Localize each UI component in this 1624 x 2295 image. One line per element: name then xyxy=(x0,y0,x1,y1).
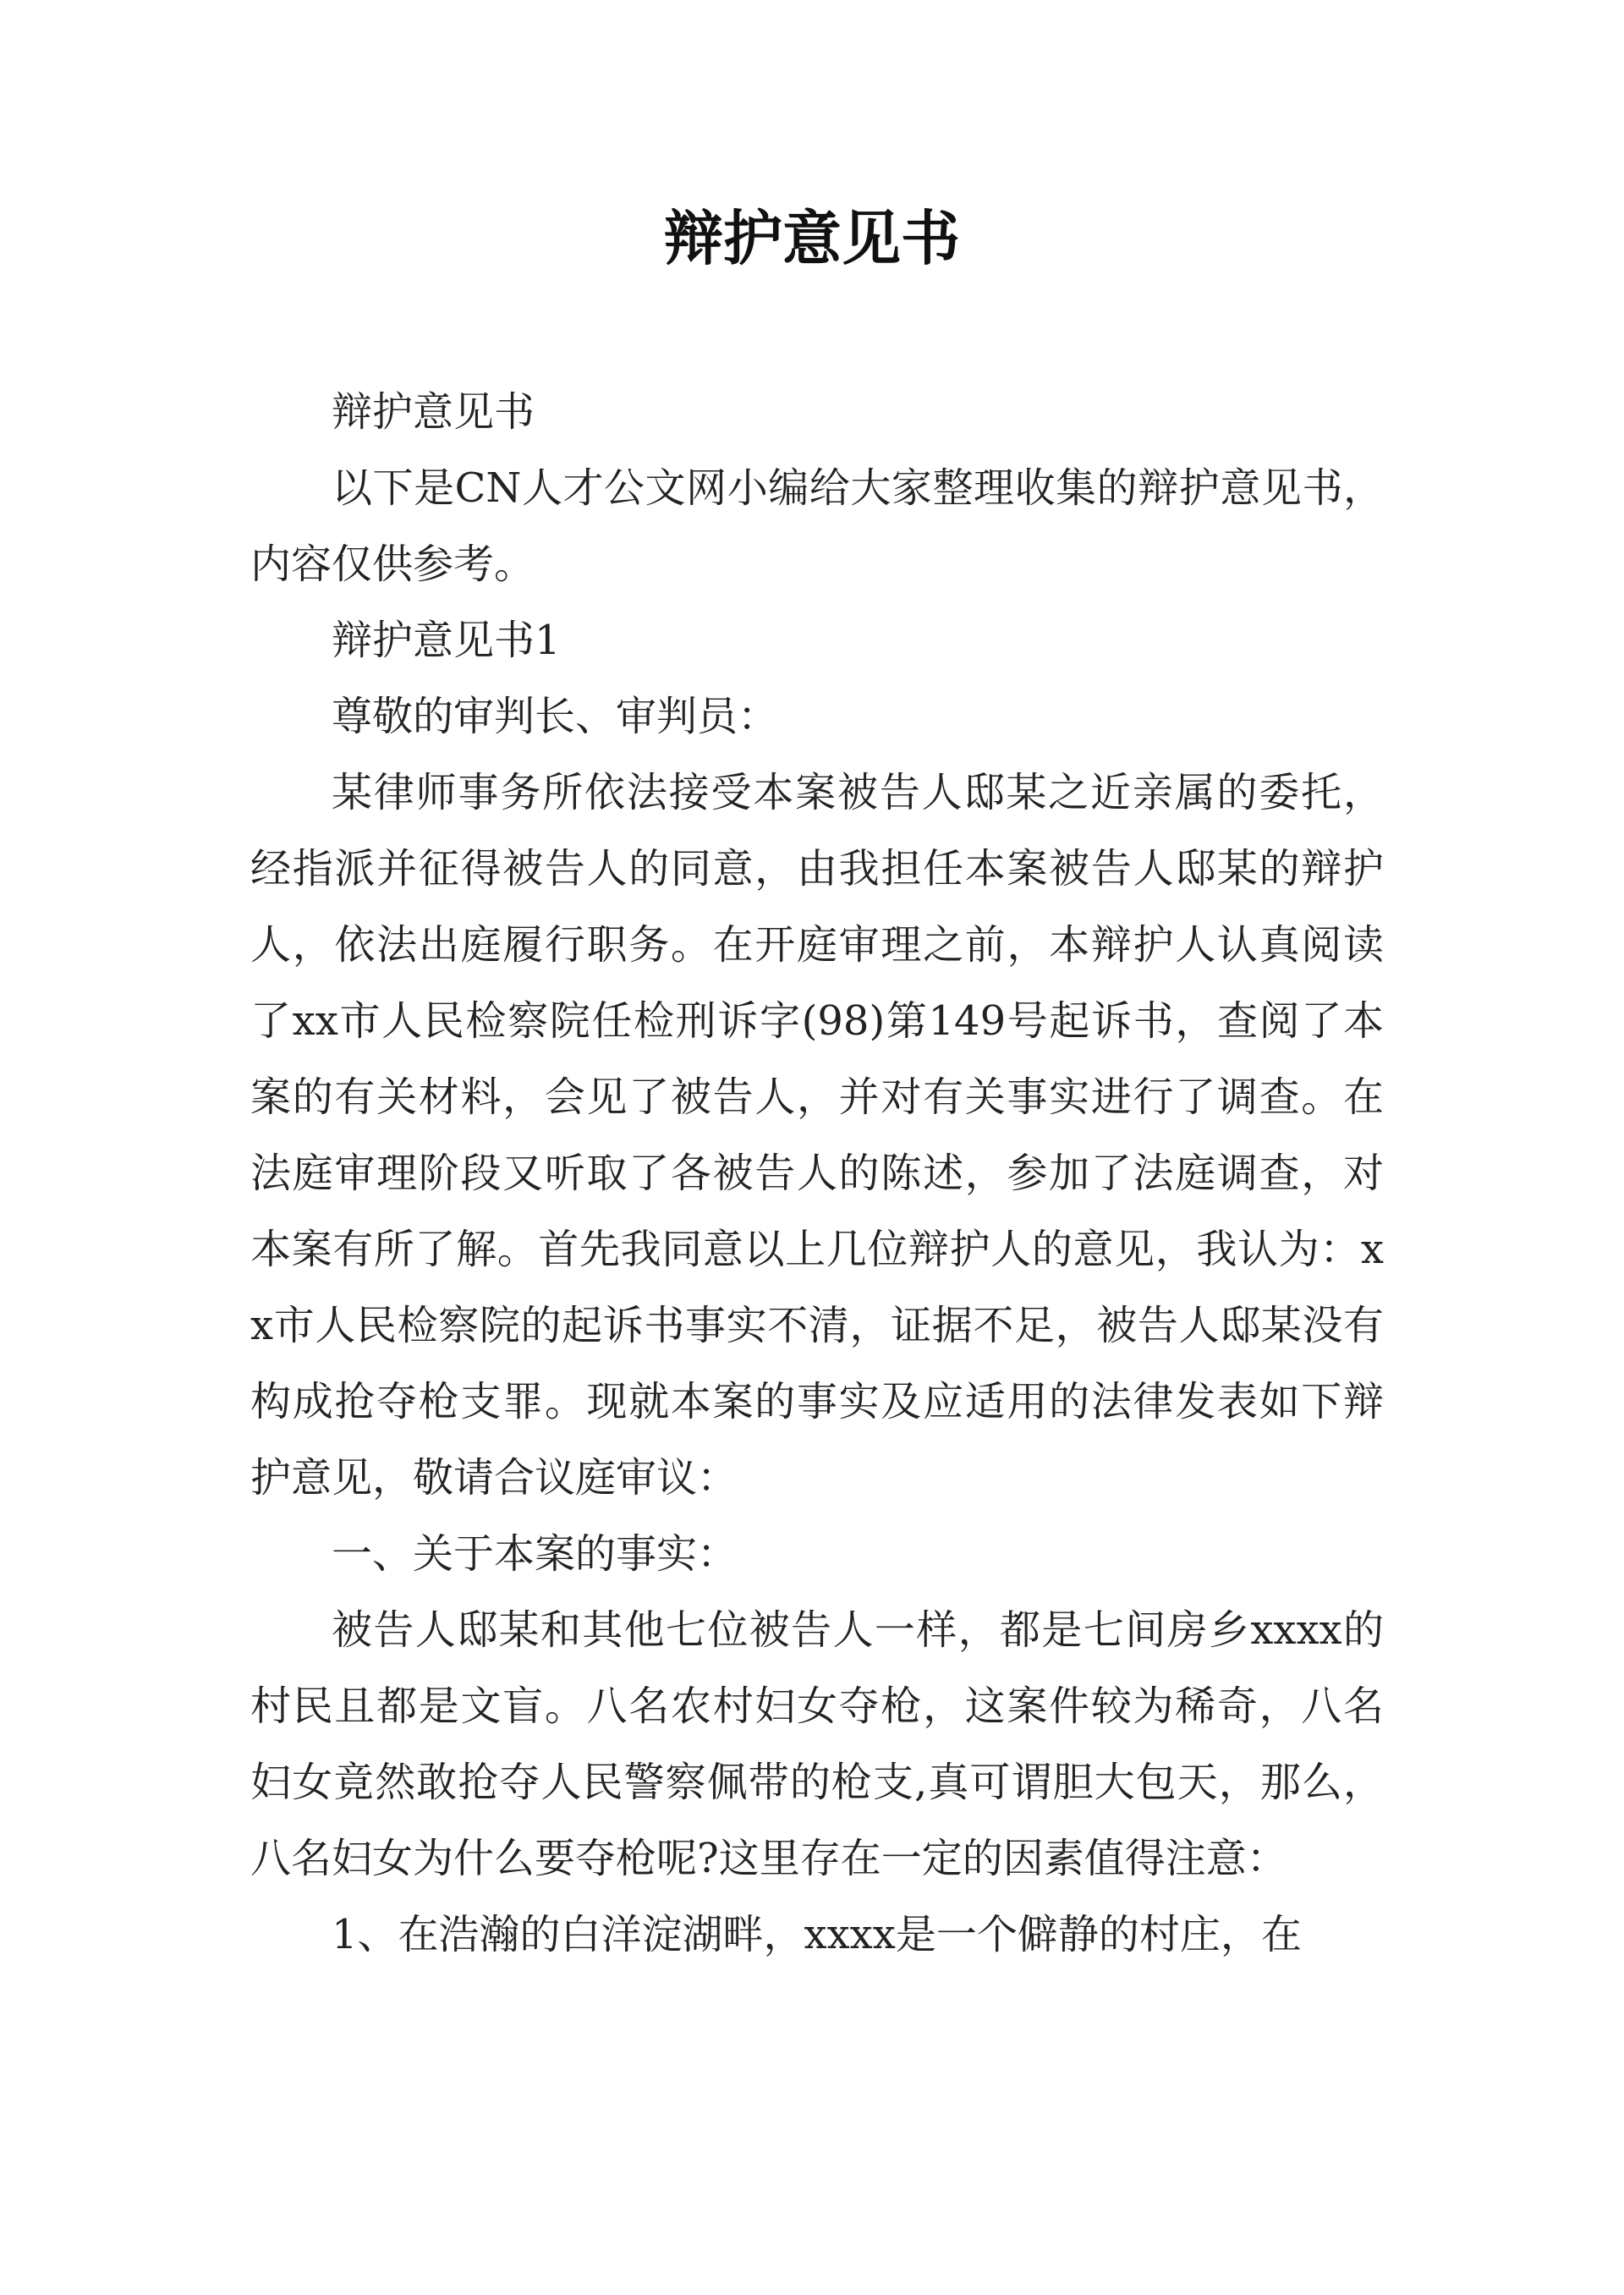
paragraph-body: 被告人邸某和其他七位被告人一样，都是七间房乡xxxx的村民且都是文盲。八名农村妇女夺枪，这案件较为稀奇，八名妇女竟然敢抢夺人民警察佩带的枪支,真可谓胆大包天，那么，八名妇女为什么要夺枪呢?这里存在一定的因素值得注意： xyxy=(250,1606,1384,1882)
paragraph-intro: 以下是CN人才公文网小编给大家整理收集的辩护意见书，内容仅供参考。 xyxy=(250,464,1384,588)
paragraph-subtitle: 辩护意见书 xyxy=(332,388,535,436)
paragraph-section-heading: 辩护意见书1 xyxy=(332,617,561,664)
document-title: 辩护意见书 xyxy=(664,203,960,273)
document-body xyxy=(250,374,1384,1973)
paragraph-heading-facts: 一、关于本案的事实： xyxy=(332,1530,738,1578)
paragraph-salutation: 尊敬的审判长、审判员： xyxy=(332,693,779,740)
paragraph-body: 某律师事务所依法接受本案被告人邸某之近亲属的委托，经指派并征得被告人的同意，由我担任本案被告人邸某的辩护人，依法出庭履行职务。在开庭审理之前，本辩护人认真阅读了xx市人民检察院任检刑诉字(98)第149号起诉书，查阅了本案的有关材料，会见了被告人，并对有关事实进行了调查。在法庭审理阶段又听取了各被告人的陈述，参加了法庭调查，对本案有所了解。首先我同意以上几位辩护人的意见，我认为：xx市人民检察院的起诉书事实不清，证据不足，被告人邸某没有构成抢夺枪支罪。现就本案的事实及应适用的法律发表如下辩护意见，敬请合议庭审议： xyxy=(250,769,1384,1502)
paragraph-body: 1、在浩瀚的白洋淀湖畔，xxxx是一个僻静的村庄，在 xyxy=(332,1911,1302,1958)
